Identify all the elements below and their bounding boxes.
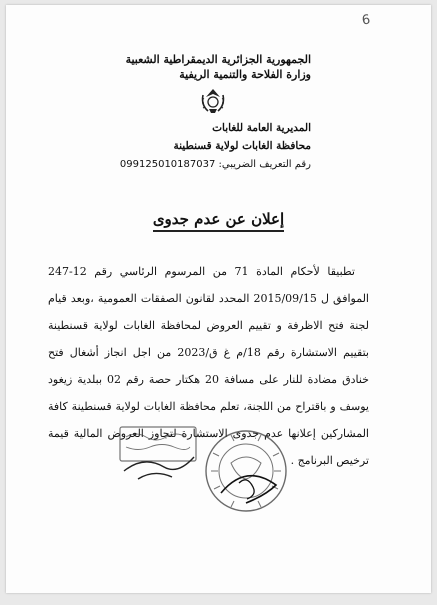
republic-header: الجمهورية الجزائرية الديمقراطية الشعبية	[125, 53, 311, 66]
tax-id-label: رقم التعريف الضريبي:	[218, 159, 311, 170]
tax-id-value: 099125010187037	[119, 159, 216, 170]
tax-id-line	[120, 159, 311, 170]
announcement-paragraph: تطبيقا لأحكام المادة 71 من المرسوم الرئاسي رقم 12-247 الموافق ل 2015/09/15 المحدد لقانون الصفقات العمومية ،وبعد قيام لجنة فتح الاظرفة و تقييم العروض لمحافظة الغابات لولاية قسنطينة بتقييم الاستشارة رقم 18/م غ ق/2023 من اجل انجاز أشغال فتح خنادق مضادة للنار على مسافة 20 هكتار حصة رقم 02 ببلدية زيغود يوسف و باقتراح من اللجنة، تعلم محافظة الغابات لولاية قسنطينة كافة المشاركين إعلانها عدم جدوى الاستشارة لتجاوز العروض المالية قيمة ترخيص البرنامج .	[48, 265, 369, 467]
ministry-emblem-icon	[198, 87, 228, 115]
document-page	[6, 5, 431, 593]
page-mark: 6	[360, 12, 372, 29]
signature-stamp-icon	[118, 423, 200, 483]
forest-conservation: محافظة الغابات لولاية قسنطينة	[173, 140, 311, 152]
round-stamp-icon	[201, 423, 291, 518]
announcement-title: إعلان عن عدم جدوى	[153, 210, 284, 232]
general-directorate: المديرية العامة للغابات	[212, 122, 311, 134]
ministry-header: وزارة الفلاحة والتنمية الريفية	[179, 68, 311, 81]
announcement-title-wrap	[6, 210, 431, 228]
